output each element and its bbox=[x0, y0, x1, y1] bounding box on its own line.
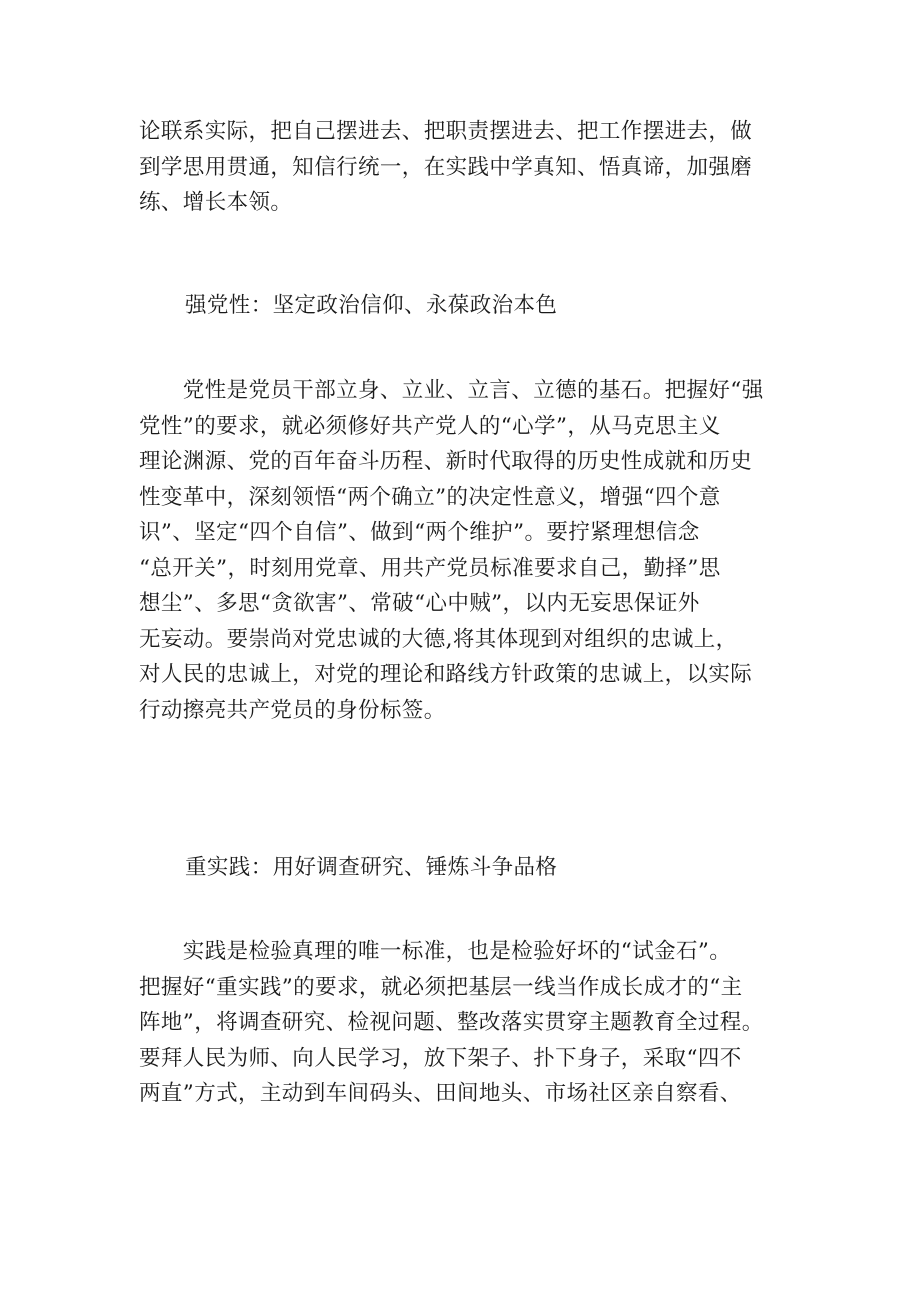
section-heading-practice: 重实践：用好调查研究、锤炼斗争品格 bbox=[185, 855, 558, 880]
paragraph-practice: 实践是检验真理的唯一标准，也是检验好坏的“试金石”。 把握好“重实践”的要求，就必须把基层一线当作成长成才的“主 阵地”，将调查研究、检视问题、整改落实贯穿主题教育全过程。 要拜人民为师、向人民学习，放下架子、扑下身子，采取“四不 两直”方式，主动到车间码头、田间地头、市场社区亲自察看、 bbox=[139, 939, 764, 1106]
paragraph-continuation: 论联系实际，把自己摆进去、把职责摆进去、把工作摆进去，做 到学思用贯通，知信行统一，在实践中学真知、悟真谛，加强磨 练、增长本领。 bbox=[139, 119, 753, 215]
paragraph-party-spirit: 党性是党员干部立身、立业、立言、立德的基石。把握好“强 党性”的要求，就必须修好共产党人的“心学”，从马克思主义 理论渊源、党的百年奋斗历程、新时代取得的历史性成就和历史 性变革中，深刻领悟“两个确立”的决定性意义，增强“四个意 识”、坚定“四个自信”、做到“两个维护”。要拧紧理想信念 “总开关”，时刻用党章、用共产党员标准要求自己，勤择”思 想尘”、多思“贪欲害”、常破“心中贼”，以内无妄思保证外 无妄动。要崇尚对党忠诚的大德,将其体现到对组织的忠诚上， 对人民的忠诚上，对党的理论和路线方针政策的忠诚上，以实际 行动擦亮共产党员的身份标签。 bbox=[139, 378, 764, 723]
section-heading-party-spirit: 强党性：坚定政治信仰、永葆政治本色 bbox=[185, 293, 558, 318]
